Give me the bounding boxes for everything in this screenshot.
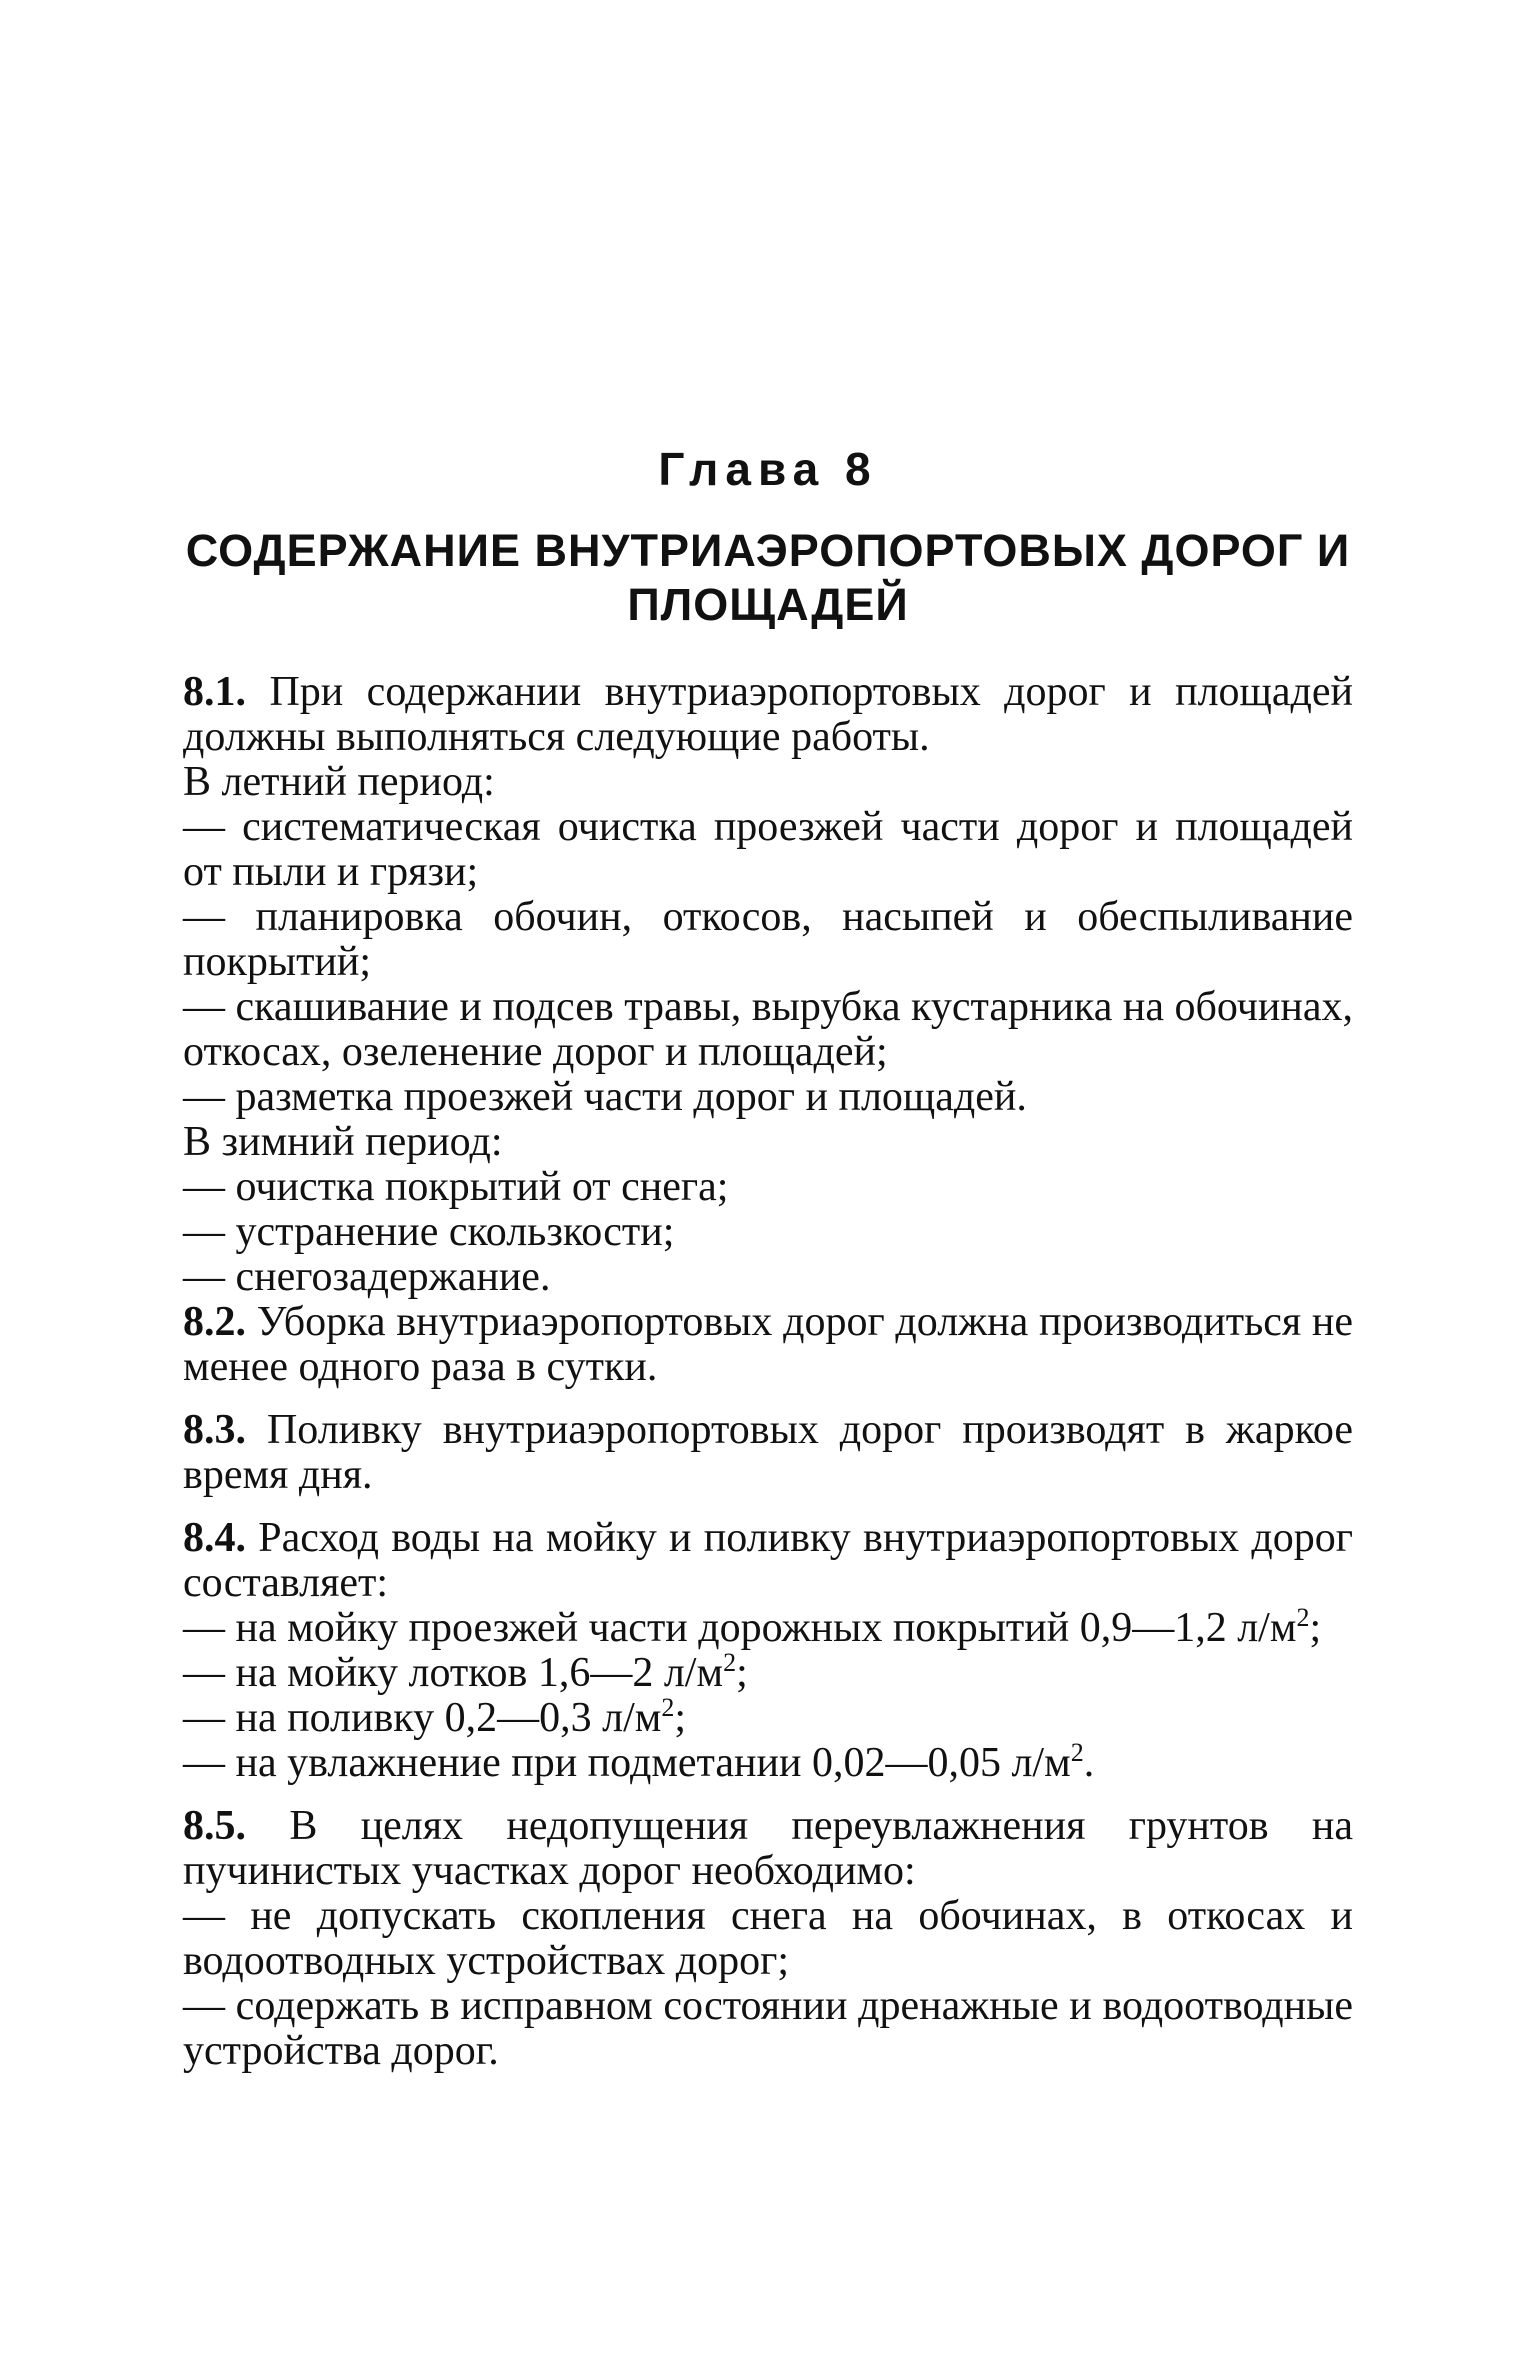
item-text: — на мойку лотков 1,6—2 л/м [183,1650,724,1696]
item-tail: ; [736,1650,748,1696]
list-item [183,1693,1353,1741]
summer-period-label: В летний период: [183,759,495,805]
paragraph-8-1 [183,670,1353,760]
list-item: — не допускать скопления снега на обочинах, в откосах и водоотводных устройствах дорог; [183,1893,1353,1984]
section-number: 8.2. [183,1299,246,1345]
list-item: — снегозадержание. [183,1254,551,1300]
paragraph-8-3 [183,1408,1353,1498]
superscript: 2 [1296,1603,1310,1632]
list-item: — устранение скользкости; [183,1209,675,1255]
item-text: — на мойку проезжей части дорожных покрытий 0,9—1,2 л/м [183,1605,1297,1651]
superscript: 2 [661,1693,675,1722]
document-page [183,440,1353,2074]
document-body [183,670,1353,2074]
superscript: 2 [723,1648,737,1677]
item-tail: . [1083,1740,1095,1786]
section-number: 8.1. [183,669,246,715]
list-item [183,1603,1353,1651]
section-number: 8.4. [183,1515,246,1561]
list-item: — систематическая очистка проезжей части дорог и площадей от пыли и грязи; [183,804,1353,895]
list-item [183,1648,1353,1696]
item-tail: ; [674,1695,686,1741]
list-item [183,1738,1353,1786]
section-number: 8.3. [183,1407,246,1453]
paragraph-8-2 [183,1300,1353,1390]
chapter-title: СОДЕРЖАНИЕ ВНУТРИАЭРОПОРТОВЫХ ДОРОГ И ПЛОЩАДЕЙ [185,525,1351,630]
paragraph-text: Расход воды на мойку и поливку внутриаэропортовых дорог составляет: [183,1515,1354,1606]
paragraph-text: Уборка внутриаэропортовых дорог должна производиться не менее одного раза в сутки. [183,1299,1353,1390]
list-item: — скашивание и подсев травы, вырубка кустарника на обочинах, откосах, озеленение дорог и площадей; [183,984,1353,1075]
superscript: 2 [1070,1738,1084,1767]
paragraph-text: В целях недопущения переувлажнения грунтов на пучинистых участках дорог необходимо: [183,1803,1353,1894]
list-item: — содержать в исправном состоянии дренажные и водоотводные устройства дорог. [183,1983,1353,2074]
section-number: 8.5. [183,1803,246,1849]
paragraph-8-5 [183,1804,1353,1894]
paragraph-text: Поливку внутриаэропортовых дорог производят в жаркое время дня. [183,1407,1353,1498]
item-text: — на поливку 0,2—0,3 л/м [183,1695,662,1741]
winter-period-label: В зимний период: [183,1119,503,1165]
paragraph-8-4 [183,1516,1353,1606]
list-item: — разметка проезжей части дорог и площадей. [183,1074,1027,1120]
item-text: — на увлажнение при подметании 0,02—0,05 л/м [183,1740,1071,1786]
item-tail: ; [1309,1605,1322,1651]
paragraph-text: При содержании внутриаэропортовых дорог и площадей должны выполняться следующие работы. [183,669,1353,760]
list-item: — планировка обочин, откосов, насыпей и обеспыливание покрытий; [183,894,1353,985]
list-item: — очистка покрытий от снега; [183,1164,729,1210]
chapter-label: Глава 8 [658,443,878,495]
